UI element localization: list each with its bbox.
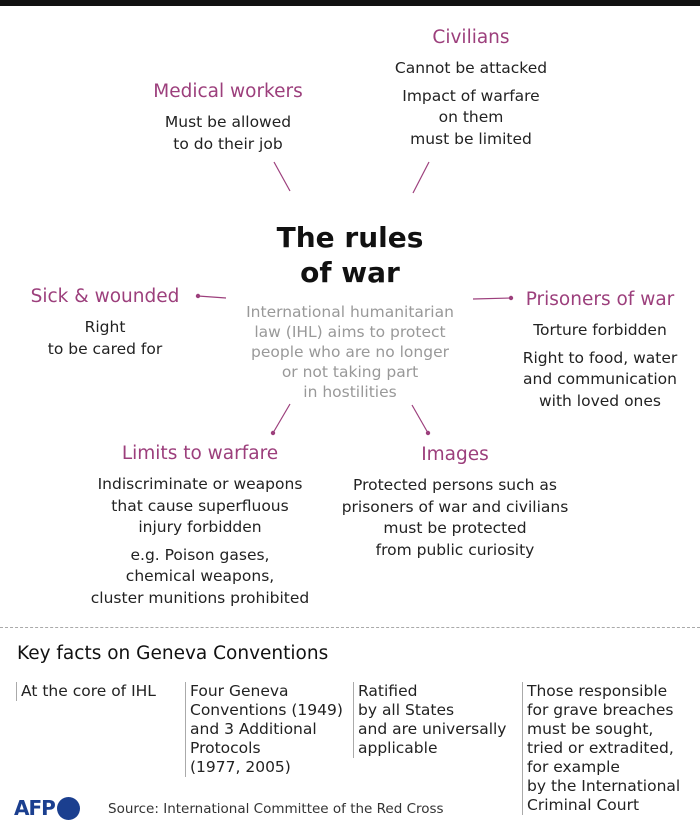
text-line: must be limited [410, 129, 532, 148]
images-heading: Images [421, 444, 489, 465]
fact-line: by the International [527, 777, 681, 795]
sick-wounded-text [20, 317, 190, 360]
text-line: Right to food, water [522, 348, 678, 367]
fact-line: Four Geneva [190, 682, 289, 700]
limits-to-warfare-text-2 [85, 545, 315, 610]
text-line: from public curiosity [375, 540, 535, 559]
key-fact-1 [16, 682, 156, 701]
images-text [335, 475, 575, 561]
text-line: Right [84, 318, 126, 336]
description-line: law (IHL) aims to protect [254, 323, 446, 341]
fact-line: Conventions (1949) [190, 701, 343, 719]
text-line: must be protected [383, 519, 527, 537]
connector-sick-dot [196, 294, 200, 298]
text-line: Indiscriminate or weapons [97, 475, 303, 493]
fact-line: and are universally [358, 720, 507, 738]
connector-limits-dot [271, 431, 275, 435]
afp-logo [14, 796, 80, 820]
limits-to-warfare-block [85, 442, 315, 615]
text-line: prisoners of war and civilians [341, 497, 569, 516]
description-line: people who are no longer [251, 343, 449, 361]
text-line: to be cared for [47, 339, 163, 358]
fact-line: (1977, 2005) [190, 758, 291, 776]
medical-workers-block [128, 80, 328, 161]
text-line: chemical weapons, [125, 567, 275, 585]
text-line: Cannot be attacked [394, 59, 548, 77]
afp-logo-text: AFP [14, 796, 55, 820]
description-line: in hostilities [303, 383, 397, 401]
fact-line: tried or extradited, [527, 739, 674, 757]
fact-line: by all States [358, 701, 455, 719]
connector-civilians [413, 162, 429, 193]
fact-line: for example [527, 758, 620, 776]
connector-limits [273, 404, 290, 433]
fact-line: Those responsible [527, 682, 668, 700]
connector-sick [198, 296, 226, 298]
fact-line: for grave breaches [527, 701, 674, 719]
images-block [335, 443, 575, 567]
connector-medical [274, 162, 290, 191]
fact-line: and 3 Additional [190, 720, 317, 738]
prisoners-of-war-heading: Prisoners of war [525, 289, 675, 310]
civilians-block [370, 26, 572, 156]
key-facts-title: Key facts on Geneva Conventions [17, 643, 329, 664]
fact-line: At the core of IHL [21, 682, 156, 700]
afp-logo-circle-icon [57, 797, 80, 820]
fact-line: Criminal Court [527, 796, 640, 814]
text-line: injury forbidden [138, 518, 262, 536]
text-line: Protected persons such as [353, 476, 557, 494]
medical-workers-heading: Medical workers [153, 81, 303, 102]
text-line: on them [438, 108, 504, 126]
ihl-description [236, 302, 464, 402]
text-line: with loved ones [539, 391, 661, 410]
text-line: cluster munitions prohibited [90, 588, 310, 607]
civilians-heading: Civilians [432, 27, 510, 48]
fact-line: must be sought, [527, 720, 654, 738]
sick-wounded-block [20, 285, 190, 366]
text-line: that cause superfluous [111, 496, 289, 515]
fact-line: applicable [358, 739, 438, 757]
text-line: Must be allowed [164, 113, 292, 131]
prisoners-of-war-text-2 [505, 348, 695, 413]
text-line: Torture forbidden [533, 321, 667, 339]
fact-line: Ratified [358, 682, 418, 700]
prisoners-of-war-text-1 [505, 320, 695, 342]
connector-images [412, 405, 428, 433]
text-line: to do their job [173, 134, 283, 153]
source-credit: Source: International Committee of the Red Cross [108, 801, 444, 817]
prisoners-of-war-block [505, 288, 695, 418]
key-fact-4 [522, 682, 680, 815]
key-fact-2 [185, 682, 343, 777]
civilians-text-1 [370, 58, 572, 80]
connector-images-dot [426, 431, 430, 435]
limits-to-warfare-text-1 [85, 474, 315, 539]
civilians-text-2 [370, 86, 572, 151]
fact-line: Protocols [190, 739, 261, 757]
text-line: e.g. Poison gases, [130, 545, 270, 564]
medical-workers-text [128, 112, 328, 155]
description-line: or not taking part [281, 363, 419, 381]
key-fact-3 [353, 682, 506, 758]
sick-wounded-heading: Sick & wounded [30, 286, 180, 307]
title-line: The rules [276, 221, 424, 254]
section-divider [0, 627, 700, 628]
title-line: of war [300, 256, 400, 289]
main-title [250, 220, 450, 290]
limits-to-warfare-heading: Limits to warfare [121, 443, 279, 464]
description-line: International humanitarian [246, 303, 454, 321]
text-line: and communication [523, 370, 677, 388]
text-line: Impact of warfare [402, 86, 540, 105]
